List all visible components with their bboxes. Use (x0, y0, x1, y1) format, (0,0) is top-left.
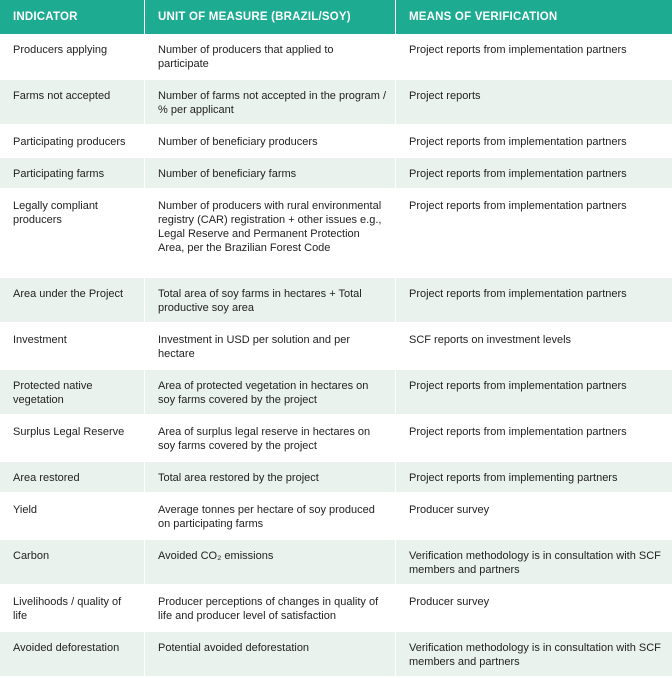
table-body (0, 34, 672, 678)
unit-cell: Avoided CO₂ emissions (145, 540, 396, 586)
indicator-cell: Protected native vegetation (0, 370, 145, 416)
table-row (0, 370, 672, 416)
verification-cell: SCF reports on investment levels (396, 324, 672, 370)
verification-cell: Producer survey (396, 494, 672, 540)
verification-cell: Verification methodology is in consultation with SCF members and partners (396, 540, 672, 586)
unit-cell: Number of farms not accepted in the program / % per applicant (145, 80, 396, 126)
header-unit-of-measure: UNIT OF MEASURE (BRAZIL/SOY) (145, 0, 396, 34)
table-row (0, 158, 672, 190)
table-row (0, 416, 672, 462)
indicator-cell: Yield (0, 494, 145, 540)
unit-cell: Investment in USD per solution and per hectare (145, 324, 396, 370)
table-row (0, 586, 672, 632)
verification-cell: Project reports from implementation partners (396, 416, 672, 462)
indicator-cell: Participating farms (0, 158, 145, 190)
indicator-cell: Producers applying (0, 34, 145, 80)
unit-cell: Total area restored by the project (145, 462, 396, 494)
unit-cell: Producer perceptions of changes in quality of life and producer level of satisfaction (145, 586, 396, 632)
table-row (0, 632, 672, 678)
header-means-of-verification: MEANS OF VERIFICATION (396, 0, 672, 34)
verification-cell: Producer survey (396, 586, 672, 632)
unit-cell: Number of producers that applied to participate (145, 34, 396, 80)
unit-cell: Number of beneficiary producers (145, 126, 396, 158)
table-row (0, 126, 672, 158)
table-row (0, 462, 672, 494)
verification-cell: Verification methodology is in consultation with SCF members and partners (396, 632, 672, 678)
indicator-cell: Farms not accepted (0, 80, 145, 126)
indicator-cell: Livelihoods / quality of life (0, 586, 145, 632)
unit-cell: Area of protected vegetation in hectares on soy farms covered by the project (145, 370, 396, 416)
indicator-cell: Investment (0, 324, 145, 370)
table-header (0, 0, 672, 34)
indicator-cell: Carbon (0, 540, 145, 586)
unit-cell: Number of producers with rural environmental registry (CAR) registration + other issues e.g., Legal Reserve and Permanent Protection Area, per the Brazilian Forest Code (145, 190, 396, 278)
indicator-cell: Area under the Project (0, 278, 145, 324)
verification-cell: Project reports from implementation partners (396, 158, 672, 190)
table-row (0, 80, 672, 126)
unit-cell: Area of surplus legal reserve in hectares on soy farms covered by the project (145, 416, 396, 462)
header-indicator: INDICATOR (0, 0, 145, 34)
unit-cell: Potential avoided deforestation (145, 632, 396, 678)
table-row (0, 494, 672, 540)
verification-cell: Project reports (396, 80, 672, 126)
indicator-cell: Surplus Legal Reserve (0, 416, 145, 462)
verification-cell: Project reports from implementation partners (396, 190, 672, 278)
header-row (0, 0, 672, 34)
table-row (0, 324, 672, 370)
verification-cell: Project reports from implementation partners (396, 34, 672, 80)
table-row (0, 540, 672, 586)
table-row (0, 190, 672, 278)
indicator-cell: Avoided deforestation (0, 632, 145, 678)
table-row (0, 34, 672, 80)
unit-cell: Average tonnes per hectare of soy produced on participating farms (145, 494, 396, 540)
unit-cell: Number of beneficiary farms (145, 158, 396, 190)
indicator-cell: Legally compliant producers (0, 190, 145, 278)
verification-cell: Project reports from implementation partners (396, 370, 672, 416)
unit-cell: Total area of soy farms in hectares + Total productive soy area (145, 278, 396, 324)
verification-cell: Project reports from implementation partners (396, 126, 672, 158)
verification-cell: Project reports from implementing partners (396, 462, 672, 494)
verification-cell: Project reports from implementation partners (396, 278, 672, 324)
indicator-cell: Participating producers (0, 126, 145, 158)
table-row (0, 278, 672, 324)
indicator-cell: Area restored (0, 462, 145, 494)
